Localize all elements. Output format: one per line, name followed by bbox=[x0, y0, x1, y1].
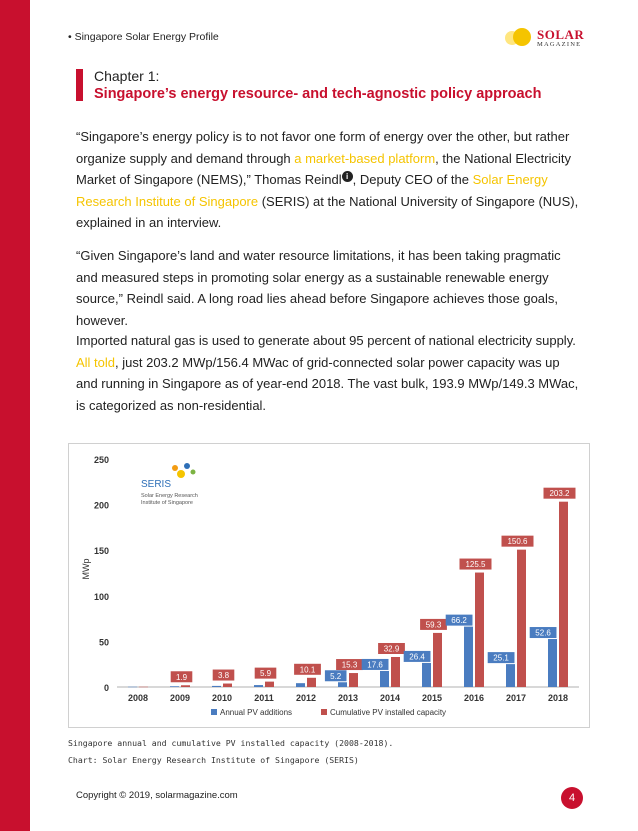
annual-bar bbox=[464, 627, 473, 687]
annual-bar bbox=[296, 683, 305, 687]
x-tick-label: 2009 bbox=[169, 693, 191, 703]
annual-data-label: 5.2 bbox=[330, 671, 342, 681]
annual-data-label: 26.4 bbox=[409, 652, 425, 662]
legend-label-cumulative: Cumulative PV installed capacity bbox=[330, 708, 447, 717]
x-tick-label: 2016 bbox=[463, 693, 485, 703]
watermark-sun-ray-icon-3 bbox=[191, 470, 196, 475]
annual-bar bbox=[548, 639, 557, 687]
cumulative-bar bbox=[349, 673, 358, 687]
cumulative-data-label: 3.8 bbox=[217, 671, 230, 681]
cumulative-bar bbox=[391, 657, 400, 687]
watermark-sun-ray-icon-2 bbox=[184, 463, 190, 469]
logo-word-magazine: MAGAZINE bbox=[537, 41, 582, 48]
header-title: • Singapore Solar Energy Profile bbox=[68, 31, 219, 43]
cumulative-data-label: 32.9 bbox=[383, 644, 400, 654]
annual-bar bbox=[170, 686, 179, 687]
cumulative-bar bbox=[223, 684, 232, 687]
annual-data-label: 17.6 bbox=[367, 660, 383, 670]
footer-copyright: Copyright © 2019, solarmagazine.com bbox=[76, 790, 238, 801]
paragraph-2: “Given Singapore’s land and water resource limitations, it has been taking pragmatic and measured steps in promoting solar energy as a sustainable renewable energy source,” Reindl said. A long road lies ahead before Singapore achieves those goals, however. bbox=[76, 248, 561, 328]
paragraph-3 bbox=[76, 330, 584, 416]
y-tick-label: 250 bbox=[93, 455, 109, 465]
legend-swatch-cumulative bbox=[321, 709, 327, 715]
paragraph-1-text-d: (SERIS) at the National University of Singapore (NUS), explained in an interview. bbox=[76, 193, 579, 230]
paragraph-1-text-b: , the National Electricity Market of Singapore (NEMS),” Thomas Reindl bbox=[76, 150, 572, 187]
cumulative-bar bbox=[181, 685, 190, 687]
annual-bar bbox=[212, 686, 221, 687]
cumulative-bar bbox=[475, 573, 484, 687]
annual-data-label: 25.1 bbox=[493, 653, 509, 663]
cumulative-bar bbox=[559, 502, 568, 687]
chart-credit: Chart: Solar Energy Research Institute of Singapore (SERIS) bbox=[68, 755, 359, 765]
cumulative-data-label: 150.6 bbox=[507, 537, 528, 547]
x-tick-label: 2014 bbox=[379, 693, 401, 703]
annual-bar bbox=[422, 663, 431, 687]
chart-svg bbox=[69, 444, 589, 727]
cumulative-bar bbox=[307, 678, 316, 687]
legend-label-annual: Annual PV additions bbox=[220, 708, 293, 717]
y-tick-label: 150 bbox=[93, 546, 109, 557]
cumulative-data-label: 5.9 bbox=[259, 669, 272, 679]
annual-bar bbox=[128, 687, 137, 688]
logo-word-solar: SOLAR bbox=[537, 27, 585, 42]
link-all-told[interactable]: All told bbox=[76, 354, 116, 370]
annual-data-label: 52.6 bbox=[535, 628, 551, 638]
cumulative-bar bbox=[139, 687, 148, 688]
annual-data-label: 66.2 bbox=[451, 616, 467, 626]
chapter-label: Chapter 1: bbox=[94, 68, 160, 84]
link-market-based-platform[interactable]: a market-based platform bbox=[294, 150, 436, 166]
watermark-sub2: Institute of Singapore bbox=[141, 500, 193, 506]
chart-caption: Singapore annual and cumulative PV installed capacity (2008-2018). bbox=[68, 738, 394, 748]
cumulative-data-label: 15.3 bbox=[341, 660, 358, 670]
watermark-sun-ray-icon bbox=[172, 465, 178, 471]
y-tick-label: 100 bbox=[93, 591, 109, 602]
chapter-title: Singapore’s energy resource- and tech-agnostic policy approach bbox=[94, 86, 542, 102]
person-info-icon[interactable]: i bbox=[342, 171, 353, 182]
logo-sun-icon-2 bbox=[513, 28, 531, 46]
left-accent-bar bbox=[0, 0, 30, 831]
cumulative-bar bbox=[517, 550, 526, 687]
paragraph-1-text-a: “Singapore’s energy policy is to not favor one form of energy over the other, but rather organize supply and demand through bbox=[76, 129, 570, 166]
x-tick-label: 2012 bbox=[295, 693, 317, 703]
solar-magazine-logo bbox=[505, 27, 595, 49]
y-axis-label: MWp bbox=[81, 558, 91, 580]
y-tick-label: 50 bbox=[98, 637, 109, 648]
x-tick-label: 2013 bbox=[337, 693, 359, 703]
x-tick-label: 2008 bbox=[127, 693, 149, 703]
x-tick-label: 2015 bbox=[421, 693, 443, 703]
paragraph-3-text-b: , just 203.2 MWp/156.4 MWac of grid-connected solar power capacity was up and running in Singapore as of year-end 2018. The vast bulk, 193.9 MWp/149.3 MWac, is categorized as non-residential. bbox=[76, 354, 579, 413]
cumulative-data-label: 125.5 bbox=[465, 560, 486, 570]
pv-capacity-chart bbox=[68, 443, 590, 728]
watermark-sub1: Solar Energy Research bbox=[141, 493, 198, 499]
chapter-accent-bar bbox=[76, 69, 83, 101]
annual-bar bbox=[338, 682, 347, 687]
cumulative-data-label: 10.1 bbox=[299, 665, 316, 675]
cumulative-bar bbox=[265, 682, 274, 687]
legend-swatch-annual bbox=[211, 709, 217, 715]
link-seris[interactable]: Solar Energy Research Institute of Singapore bbox=[76, 172, 548, 209]
x-tick-label: 2017 bbox=[505, 693, 527, 703]
cumulative-data-label: 1.9 bbox=[175, 672, 188, 682]
cumulative-bar bbox=[433, 633, 442, 687]
paragraph-1-text-c: , Deputy CEO of the bbox=[352, 172, 473, 187]
x-tick-label: 2018 bbox=[547, 693, 569, 703]
seris-watermark bbox=[141, 463, 198, 506]
annual-bar bbox=[506, 664, 515, 687]
paragraph-3-text-a: Imported natural gas is used to generate about 95 percent of national electricity supply. bbox=[76, 333, 576, 348]
x-tick-label: 2011 bbox=[254, 693, 274, 703]
cumulative-data-label: 203.2 bbox=[549, 489, 570, 499]
y-tick-label: 200 bbox=[93, 500, 109, 511]
page-number: 4 bbox=[561, 787, 583, 809]
watermark-sun-icon bbox=[177, 470, 185, 478]
annual-bar bbox=[380, 671, 389, 687]
x-tick-label: 2010 bbox=[211, 693, 233, 703]
paragraph-1 bbox=[76, 126, 584, 234]
cumulative-data-label: 59.3 bbox=[425, 620, 442, 630]
y-tick-label: 0 bbox=[103, 683, 109, 693]
watermark-title: SERIS bbox=[141, 479, 172, 490]
annual-bar bbox=[254, 685, 263, 687]
